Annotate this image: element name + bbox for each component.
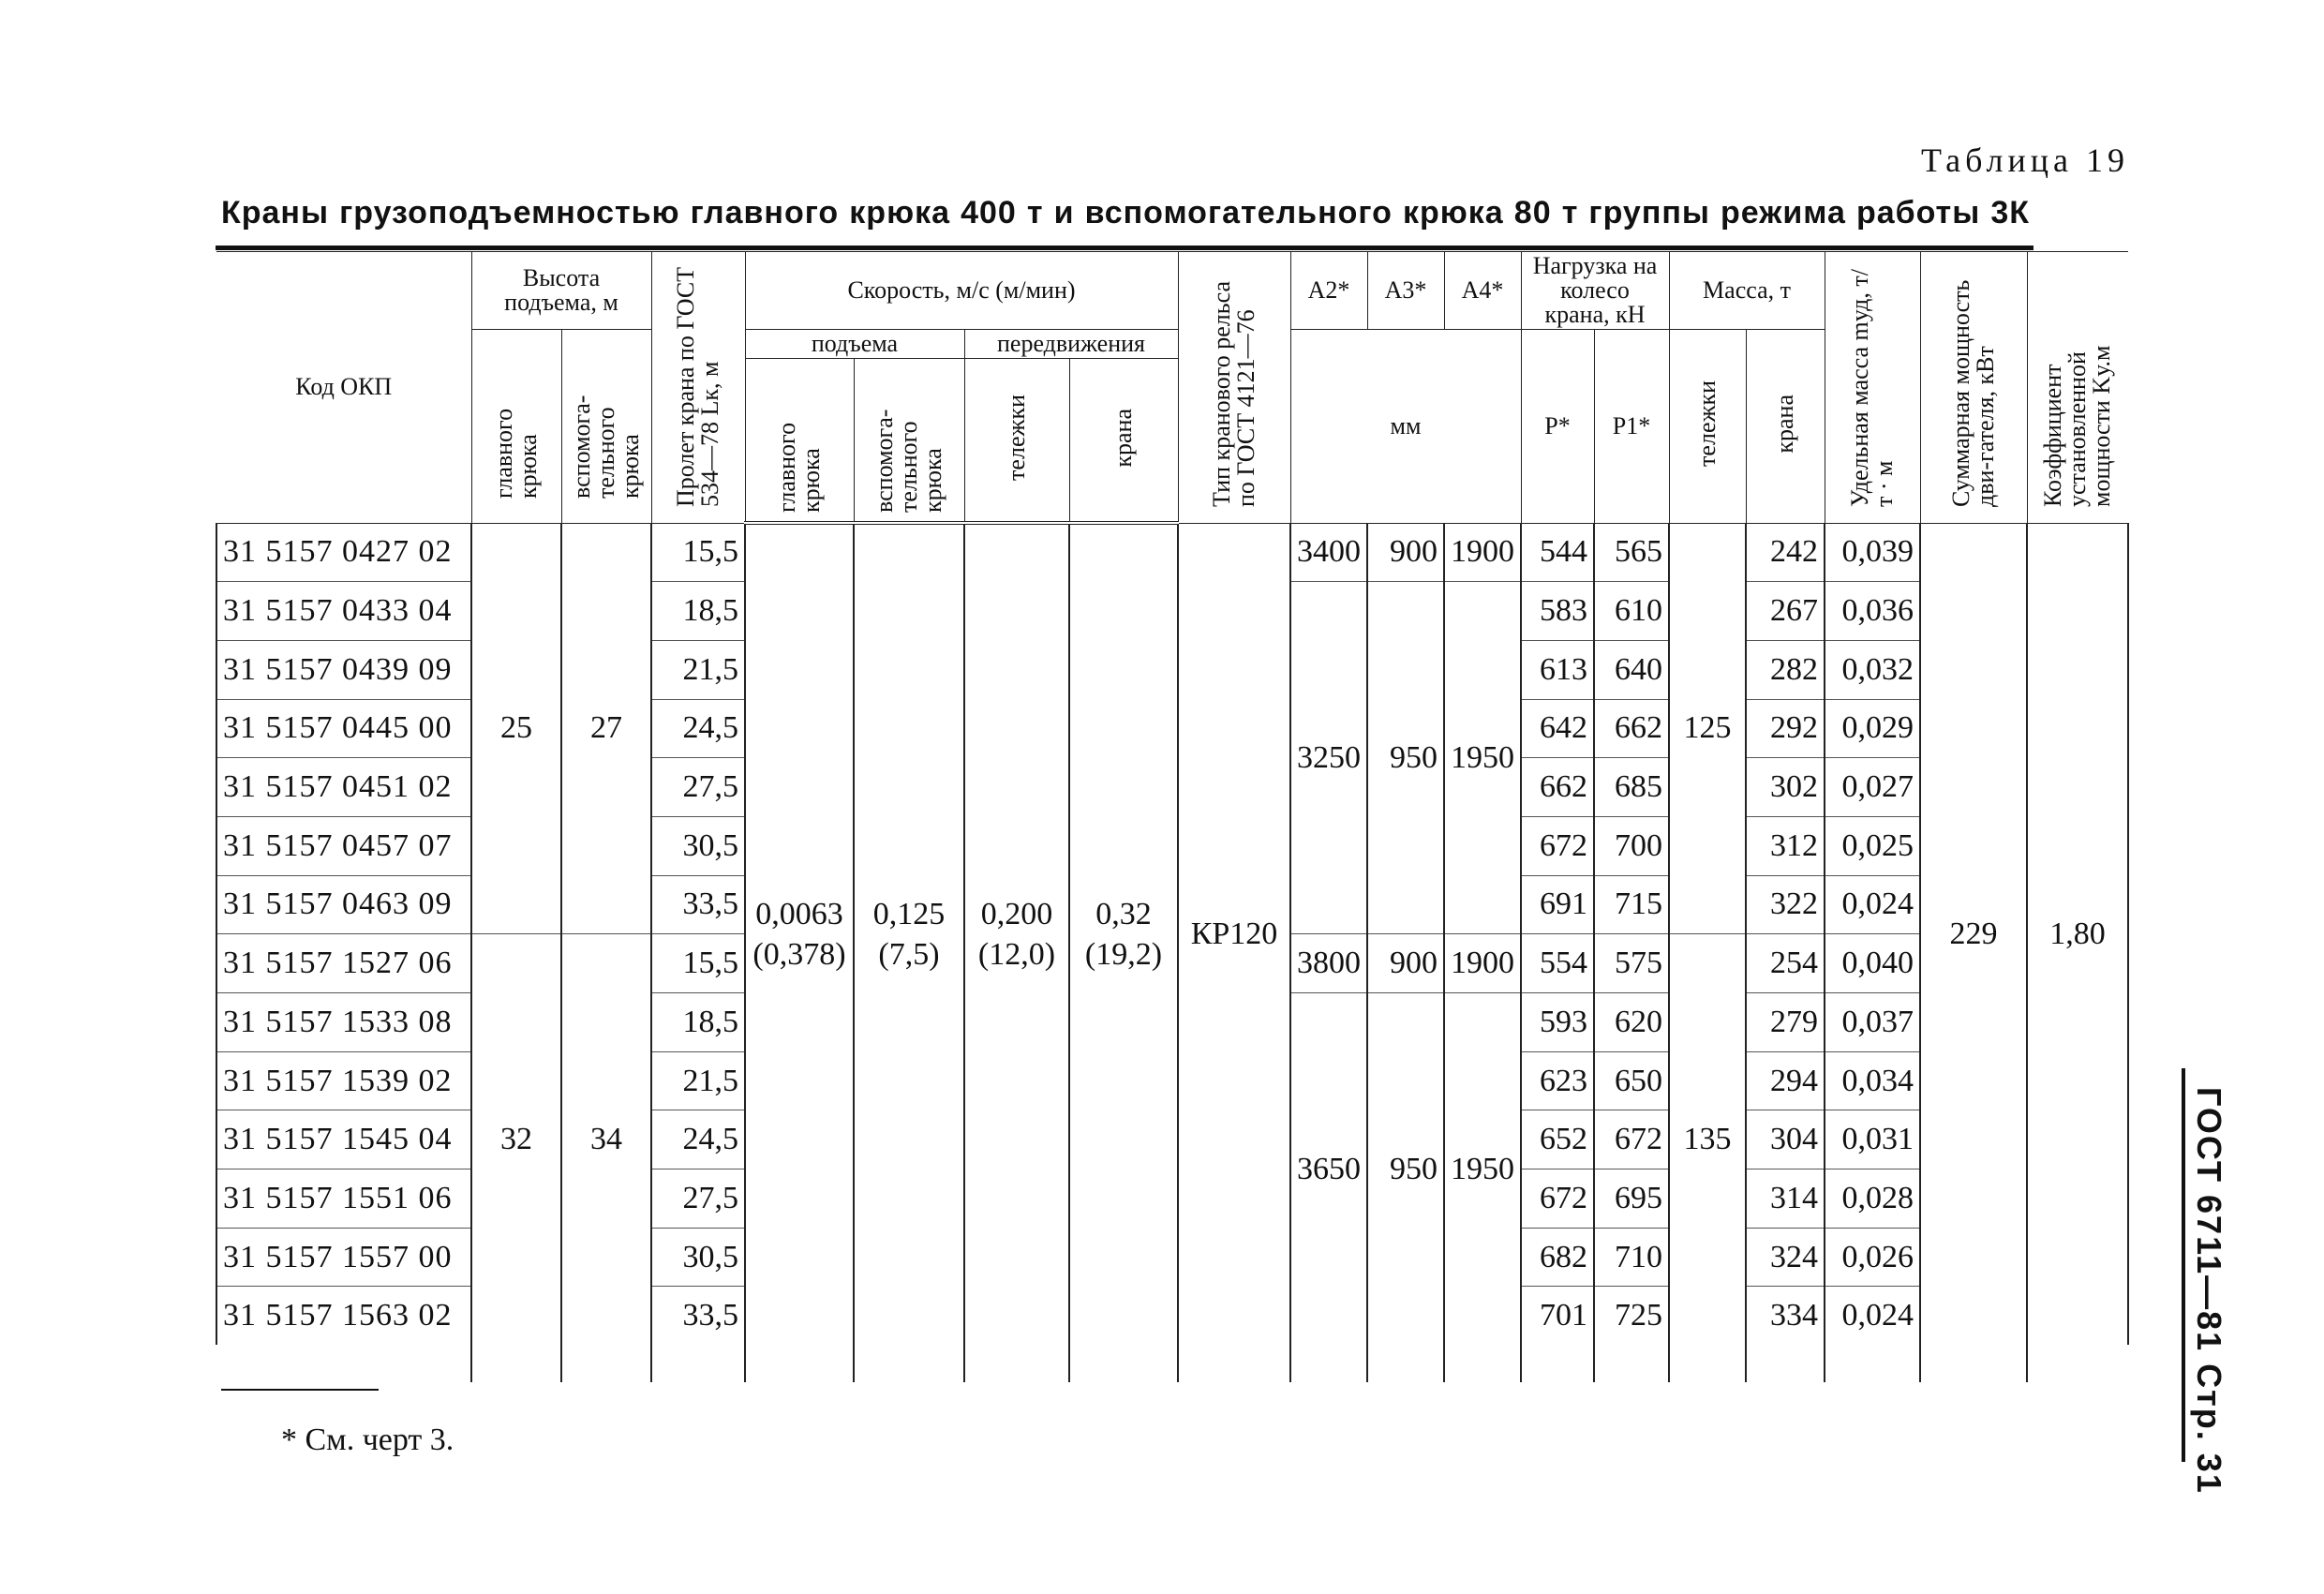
tail-cell	[745, 1345, 854, 1382]
header-speed-lift: подъема	[745, 330, 964, 359]
cell-load-p1: 565	[1594, 523, 1669, 582]
cell-load-p1: 715	[1594, 875, 1669, 934]
tail-cell	[1178, 1345, 1290, 1382]
header-power: Суммарная мощность дви-гателя, кВт	[1920, 252, 2027, 524]
cell-span: 24,5	[651, 699, 745, 758]
cell-mass-crane: 267	[1746, 582, 1825, 641]
header-speed: Скорость, м/с (м/мин)	[745, 252, 1178, 330]
cell-a4: 1950	[1444, 582, 1521, 934]
cell-mass-crane: 322	[1746, 875, 1825, 934]
header-a2: A2*	[1290, 252, 1367, 330]
cell-specific-mass: 0,025	[1825, 816, 1920, 875]
tail-cell	[1825, 1345, 1920, 1382]
tail-cell	[854, 1345, 964, 1382]
tail-cell	[651, 1345, 745, 1382]
cell-code: 31 5157 1551 06	[216, 1169, 471, 1229]
cell-speed-lift-main: 0,0063 (0,378)	[745, 523, 854, 1345]
footnote-rule	[221, 1389, 379, 1391]
cell-load-p: 642	[1521, 699, 1594, 758]
cell-span: 30,5	[651, 816, 745, 875]
header-height-aux: вспомога-тельного крюка	[561, 330, 651, 524]
cell-a2: 3800	[1290, 934, 1367, 993]
cell-specific-mass: 0,024	[1825, 1287, 1920, 1345]
header-speed-trolley: тележки	[964, 359, 1069, 524]
cell-code: 31 5157 0451 02	[216, 758, 471, 817]
tail-cell	[1069, 1345, 1178, 1382]
cell-a4: 1900	[1444, 523, 1521, 582]
cell-load-p: 672	[1521, 816, 1594, 875]
cell-mass-crane: 279	[1746, 993, 1825, 1052]
cell-code: 31 5157 0463 09	[216, 875, 471, 934]
cell-a2: 3250	[1290, 582, 1367, 934]
cell-load-p1: 710	[1594, 1228, 1669, 1287]
cell-code: 31 5157 0457 07	[216, 816, 471, 875]
cell-span: 27,5	[651, 758, 745, 817]
cell-speed-lift-aux: 0,125 (7,5)	[854, 523, 964, 1345]
tail-cell	[1746, 1345, 1825, 1382]
side-bar	[2182, 1068, 2185, 1462]
cell-mass-crane: 324	[1746, 1228, 1825, 1287]
title-rule	[216, 246, 2034, 250]
crane-table	[216, 251, 2129, 1382]
cell-load-p1: 700	[1594, 816, 1669, 875]
cell-span: 15,5	[651, 934, 745, 993]
tail-cell	[1444, 1345, 1521, 1382]
cell-specific-mass: 0,029	[1825, 699, 1920, 758]
cell-coef: 1,80	[2027, 523, 2128, 1345]
cell-code: 31 5157 1533 08	[216, 993, 471, 1052]
cell-load-p: 544	[1521, 523, 1594, 582]
cell-a2: 3650	[1290, 993, 1367, 1346]
cell-load-p1: 620	[1594, 993, 1669, 1052]
header-mass: Масса, т	[1669, 252, 1825, 330]
header-mass-trolley: тележки	[1669, 330, 1746, 524]
header-code: Код ОКП	[216, 252, 471, 524]
cell-a3: 900	[1367, 934, 1444, 993]
cell-load-p1: 695	[1594, 1169, 1669, 1229]
header-a3: A3*	[1367, 252, 1444, 330]
cell-span: 21,5	[651, 1051, 745, 1110]
cell-specific-mass: 0,027	[1825, 758, 1920, 817]
cell-code: 31 5157 1545 04	[216, 1110, 471, 1169]
page-side-label: ГОСТ 6711—81 Стр. 31	[2190, 1087, 2228, 1495]
tail-cell	[1669, 1345, 1746, 1382]
header-load: Нагрузка на колесо крана, кН	[1521, 252, 1669, 330]
cell-load-p: 662	[1521, 758, 1594, 817]
header-specific-mass: Удельная масса mуд, т/т · м	[1825, 252, 1920, 524]
cell-load-p: 701	[1521, 1287, 1594, 1345]
tail-cell	[216, 1345, 471, 1382]
cell-span: 24,5	[651, 1110, 745, 1169]
cell-load-p: 672	[1521, 1169, 1594, 1229]
cell-span: 33,5	[651, 1287, 745, 1345]
cell-code: 31 5157 1557 00	[216, 1228, 471, 1287]
cell-mass-trolley: 125	[1669, 523, 1746, 934]
cell-load-p1: 650	[1594, 1051, 1669, 1110]
cell-code: 31 5157 0445 00	[216, 699, 471, 758]
cell-specific-mass: 0,024	[1825, 875, 1920, 934]
cell-span: 18,5	[651, 993, 745, 1052]
cell-height-aux: 27	[561, 523, 651, 934]
cell-specific-mass: 0,031	[1825, 1110, 1920, 1169]
cell-a2: 3400	[1290, 523, 1367, 582]
table-tail-row	[216, 1345, 2128, 1382]
cell-load-p: 554	[1521, 934, 1594, 993]
header-height-main: главного крюка	[471, 330, 561, 524]
cell-load-p1: 685	[1594, 758, 1669, 817]
cell-load-p: 623	[1521, 1051, 1594, 1110]
cell-mass-crane: 282	[1746, 640, 1825, 699]
cell-mass-crane: 254	[1746, 934, 1825, 993]
header-load-p1: P1*	[1594, 330, 1669, 524]
cell-a4: 1900	[1444, 934, 1521, 993]
tail-cell	[561, 1345, 651, 1382]
cell-a3: 950	[1367, 993, 1444, 1346]
cell-mass-crane: 302	[1746, 758, 1825, 817]
cell-height-main: 32	[471, 934, 561, 1345]
cell-load-p: 691	[1521, 875, 1594, 934]
cell-load-p: 593	[1521, 993, 1594, 1052]
table-row	[216, 523, 2128, 582]
table-title: Краны грузоподъемностью главного крюка 400 т и вспомогательного крюка 80 т группы режима работы 3К	[221, 195, 2030, 231]
cell-load-p1: 672	[1594, 1110, 1669, 1169]
cell-code: 31 5157 1563 02	[216, 1287, 471, 1345]
cell-a3: 900	[1367, 523, 1444, 582]
cell-mass-crane: 242	[1746, 523, 1825, 582]
cell-a4: 1950	[1444, 993, 1521, 1346]
cell-mass-crane: 312	[1746, 816, 1825, 875]
cell-load-p1: 640	[1594, 640, 1669, 699]
cell-code: 31 5157 1539 02	[216, 1051, 471, 1110]
cell-span: 18,5	[651, 582, 745, 641]
cell-mass-crane: 334	[1746, 1287, 1825, 1345]
header-speed-lift-aux: вспомога-тельного крюка	[854, 359, 964, 524]
tail-cell	[1920, 1345, 2027, 1382]
cell-mass-trolley: 135	[1669, 934, 1746, 1345]
cell-height-aux: 34	[561, 934, 651, 1345]
cell-specific-mass: 0,039	[1825, 523, 1920, 582]
cell-specific-mass: 0,028	[1825, 1169, 1920, 1229]
header-a4: A4*	[1444, 252, 1521, 330]
header-speed-crane: крана	[1069, 359, 1178, 524]
cell-specific-mass: 0,026	[1825, 1228, 1920, 1287]
tail-cell	[1367, 1345, 1444, 1382]
cell-specific-mass: 0,037	[1825, 993, 1920, 1052]
cell-height-main: 25	[471, 523, 561, 934]
tail-cell	[471, 1345, 561, 1382]
cell-power: 229	[1920, 523, 2027, 1345]
cell-mass-crane: 294	[1746, 1051, 1825, 1110]
tail-cell	[1594, 1345, 1669, 1382]
cell-specific-mass: 0,034	[1825, 1051, 1920, 1110]
header-row-1	[216, 252, 2128, 330]
header-height: Высота подъема, м	[471, 252, 651, 330]
cell-code: 31 5157 0433 04	[216, 582, 471, 641]
cell-load-p: 682	[1521, 1228, 1594, 1287]
cell-load-p: 613	[1521, 640, 1594, 699]
header-mass-crane: крана	[1746, 330, 1825, 524]
cell-speed-crane: 0,32 (19,2)	[1069, 523, 1178, 1345]
cell-load-p1: 725	[1594, 1287, 1669, 1345]
cell-mass-crane: 292	[1746, 699, 1825, 758]
cell-load-p: 583	[1521, 582, 1594, 641]
cell-load-p1: 662	[1594, 699, 1669, 758]
table-label: Таблица 19	[1921, 142, 2129, 179]
cell-load-p1: 610	[1594, 582, 1669, 641]
header-rail: Тип кранового рельса по ГОСТ 4121—76	[1178, 252, 1290, 524]
header-span: Пролет крана по ГОСТ 534—78 Lк, м	[651, 252, 745, 524]
header-coef: Коэффициент установленной мощности Kу.м	[2027, 252, 2128, 524]
header-a-unit: мм	[1290, 330, 1521, 524]
tail-cell	[2027, 1345, 2128, 1382]
cell-span: 27,5	[651, 1169, 745, 1229]
footnote: * См. черт 3.	[281, 1423, 454, 1457]
cell-rail: КР120	[1178, 523, 1290, 1345]
cell-specific-mass: 0,040	[1825, 934, 1920, 993]
cell-span: 33,5	[651, 875, 745, 934]
cell-speed-trolley: 0,200 (12,0)	[964, 523, 1069, 1345]
cell-code: 31 5157 0439 09	[216, 640, 471, 699]
cell-span: 21,5	[651, 640, 745, 699]
cell-mass-crane: 314	[1746, 1169, 1825, 1229]
cell-load-p: 652	[1521, 1110, 1594, 1169]
header-speed-travel: передвижения	[964, 330, 1178, 359]
cell-code: 31 5157 0427 02	[216, 523, 471, 582]
tail-cell	[964, 1345, 1069, 1382]
header-load-p: P*	[1521, 330, 1594, 524]
cell-specific-mass: 0,036	[1825, 582, 1920, 641]
cell-span: 30,5	[651, 1228, 745, 1287]
cell-load-p1: 575	[1594, 934, 1669, 993]
cell-a3: 950	[1367, 582, 1444, 934]
cell-specific-mass: 0,032	[1825, 640, 1920, 699]
cell-mass-crane: 304	[1746, 1110, 1825, 1169]
cell-code: 31 5157 1527 06	[216, 934, 471, 993]
cell-span: 15,5	[651, 523, 745, 582]
header-speed-lift-main: главного крюка	[745, 359, 854, 524]
tail-cell	[1521, 1345, 1594, 1382]
tail-cell	[1290, 1345, 1367, 1382]
